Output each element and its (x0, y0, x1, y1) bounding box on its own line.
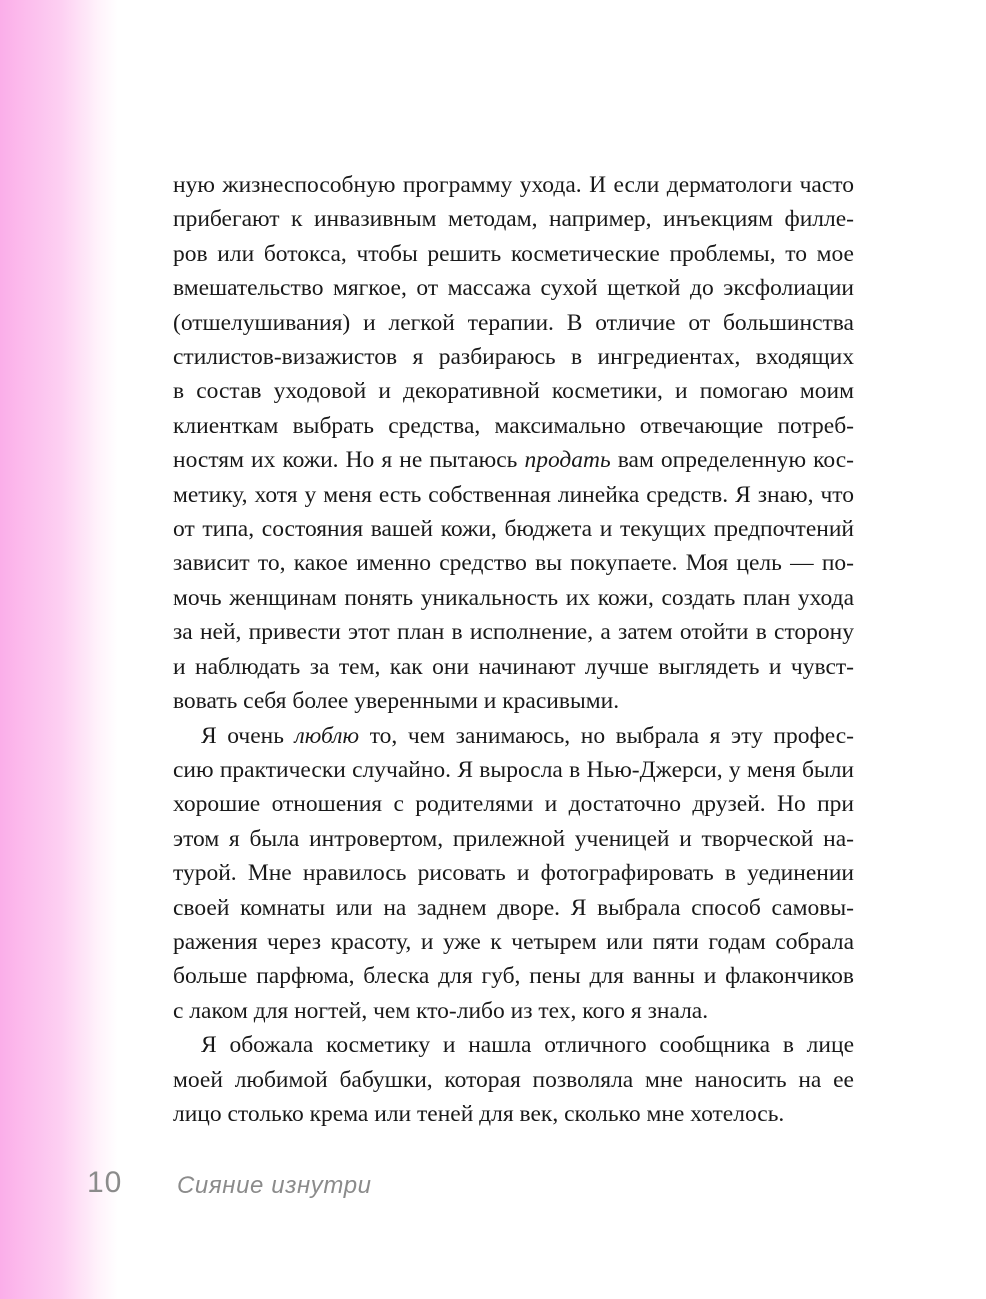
paragraph (173, 719, 854, 1029)
text-line (173, 994, 854, 1028)
text-line (173, 409, 854, 443)
text-run: вовать себя более уверенными и красивыми. (173, 688, 620, 715)
text-run: ностям их кожи. Но я не пытаюсь (173, 447, 525, 474)
text-line (173, 546, 854, 580)
text-line (173, 237, 854, 271)
body-text-block (173, 168, 854, 1131)
text-line (173, 581, 854, 615)
text-run: больше парфюма, блеска для губ, пены для ванны и флакончиков (173, 963, 854, 990)
text-run: ров или ботокса, чтобы решить косметические проблемы, то мое (173, 240, 854, 267)
text-run: ражения через красоту, и уже к четырем или пяти годам собрала (173, 928, 854, 955)
text-run: Я очень (201, 722, 295, 749)
paragraph (173, 168, 854, 719)
text-run: моей любимой бабушки, которая позволяла мне наносить на ее (173, 1066, 854, 1093)
text-run: метику, хотя у меня есть собственная линейка средств. Я знаю, что (173, 481, 854, 508)
text-line (173, 1097, 854, 1131)
text-line (173, 925, 854, 959)
text-run: своей комнаты или на заднем дворе. Я выбрала способ самовы- (173, 894, 854, 921)
text-run: зависит то, какое именно средство вы покупаете. Моя цель — по- (173, 550, 854, 577)
text-line (173, 959, 854, 993)
running-title: Сияние изнутри (177, 1172, 372, 1199)
text-line (173, 202, 854, 236)
text-line (173, 512, 854, 546)
text-line (173, 856, 854, 890)
text-run: в состав уходовой и декоративной косметики, и помогаю моим (173, 378, 854, 405)
text-line (173, 340, 854, 374)
text-run: стилистов-визажистов я разбираюсь в ингредиентах, входящих (173, 344, 854, 371)
text-line (173, 478, 854, 512)
text-line (173, 168, 854, 202)
text-line (173, 753, 854, 787)
text-run: то, чем занимаюсь, но выбрала я эту профес- (359, 722, 855, 749)
italic-text-run: продать (524, 447, 611, 474)
text-line (173, 719, 854, 753)
text-run: Я обожала косметику и нашла отличного сообщника в лице (201, 1032, 854, 1059)
text-line (173, 1028, 854, 1062)
italic-text-run: люблю (294, 722, 360, 749)
text-run: хорошие отношения с родителями и достаточно друзей. Но при (173, 791, 854, 818)
text-line (173, 822, 854, 856)
text-run: этом я была интровертом, прилежной ученицей и творческой на- (173, 825, 854, 852)
paragraph (173, 1028, 854, 1131)
text-run: турой. Мне нравилось рисовать и фотографировать в уединении (173, 860, 854, 887)
text-run: с лаком для ногтей, чем кто-либо из тех, кого я знала. (173, 997, 709, 1024)
text-line (173, 306, 854, 340)
text-line (173, 650, 854, 684)
text-line (173, 1063, 854, 1097)
page-edge-gradient-decoration (0, 0, 118, 1299)
text-line (173, 271, 854, 305)
text-line (173, 891, 854, 925)
text-run: ную жизнеспособную программу ухода. И если дерматологи часто (173, 172, 854, 198)
text-run: мочь женщинам понять уникальность их кожи, создать план ухода (173, 584, 854, 611)
text-run: от типа, состояния вашей кожи, бюджета и текущих предпочтений (173, 516, 854, 543)
text-run: вам определенную кос- (610, 447, 854, 474)
text-run: (отшелушивания) и легкой терапии. В отличие от большинства (173, 309, 854, 336)
text-run: за ней, привести этот план в исполнение, а затем отойти в сторону (173, 619, 854, 646)
text-line (173, 374, 854, 408)
text-run: клиенткам выбрать средства, максимально отвечающие потреб- (173, 412, 854, 439)
text-line (173, 787, 854, 821)
text-run: сию практически случайно. Я выросла в Нью-Джерси, у меня были (173, 756, 854, 783)
page-number: 10 (87, 1166, 123, 1199)
text-line (173, 684, 854, 718)
text-line (173, 615, 854, 649)
text-line (173, 443, 854, 477)
text-run: лицо столько крема или теней для век, сколько мне хотелось. (173, 1100, 785, 1127)
text-run: и наблюдать за тем, как они начинают лучше выглядеть и чувст- (173, 653, 854, 680)
text-run: вмешательство мягкое, от массажа сухой щеткой до эксфолиации (173, 275, 854, 302)
text-run: прибегают к инвазивным методам, например, инъекциям филле- (173, 206, 854, 233)
